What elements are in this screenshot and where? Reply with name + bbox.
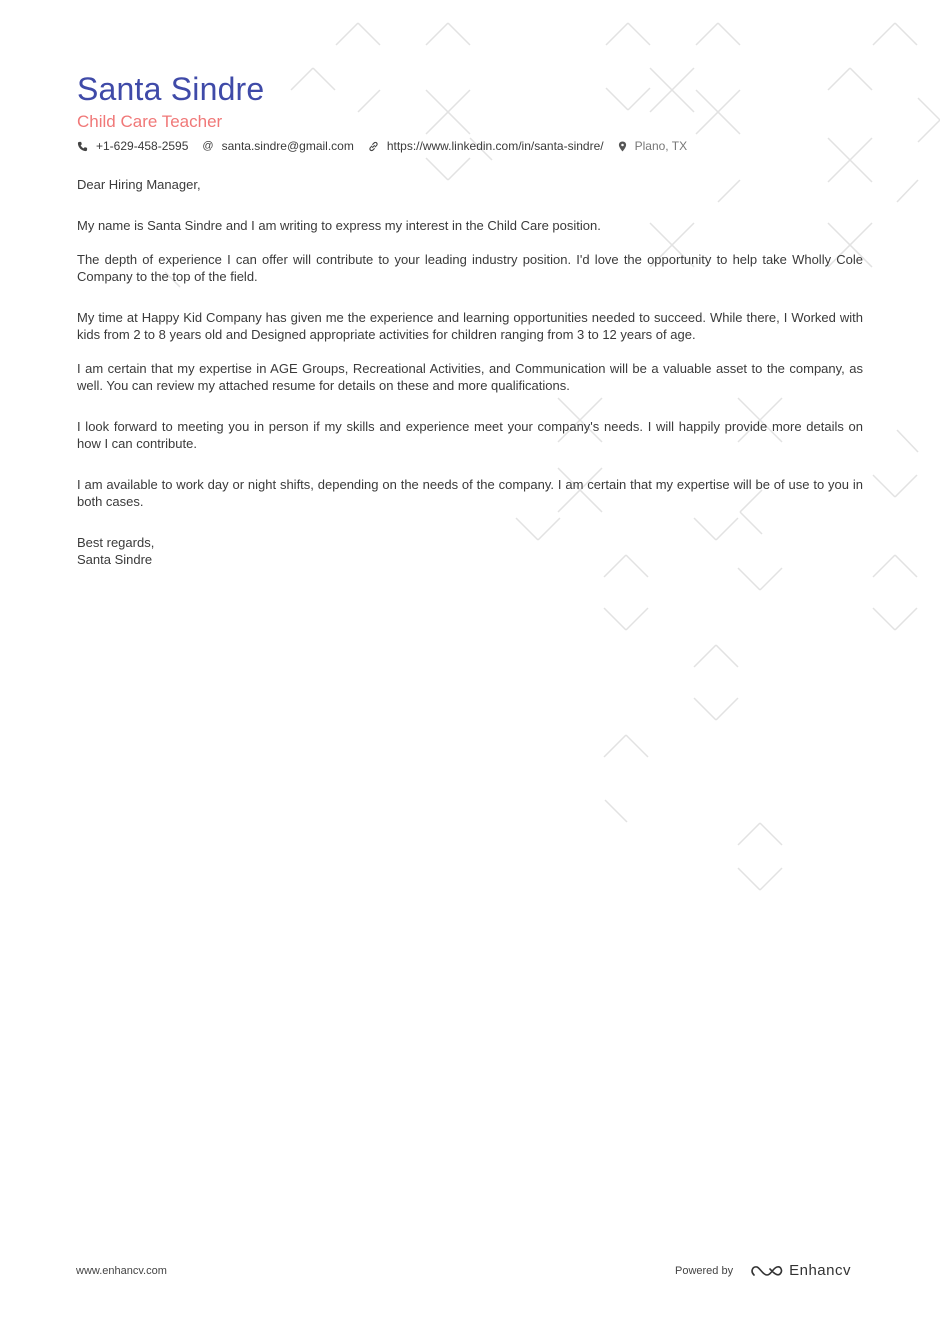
paragraph-3: My time at Happy Kid Company has given me the experience and learning opportunities needed to succeed. While there, I Worked with kids from 2 to 8 years old and Designed appropriate activities for children ranging from 3 to 12 years of age. bbox=[77, 310, 863, 342]
powered-by-label: Powered by bbox=[675, 1264, 734, 1277]
paragraph-2: The depth of experience I can offer will contribute to your leading industry position. I'd love the opportunity to help take Wholly Cole Company to the top of the field. bbox=[77, 252, 863, 284]
salutation: Dear Hiring Manager, bbox=[77, 177, 201, 192]
contact-phone[interactable] bbox=[77, 139, 188, 153]
paragraph-1: My name is Santa Sindre and I am writing to express my interest in the Child Care position. bbox=[77, 218, 601, 233]
footer-branding[interactable] bbox=[675, 1262, 851, 1279]
job-title: Child Care Teacher bbox=[77, 112, 223, 131]
contact-linkedin[interactable] bbox=[368, 139, 604, 153]
applicant-name: Santa Sindre bbox=[77, 71, 265, 107]
linkedin-text: https://www.linkedin.com/in/santa-sindre/ bbox=[386, 139, 604, 153]
enhancv-logo bbox=[751, 1262, 851, 1279]
location-pin-icon bbox=[618, 141, 627, 152]
contact-bar bbox=[77, 137, 701, 155]
phone-icon bbox=[77, 141, 88, 152]
contact-email[interactable] bbox=[202, 139, 353, 153]
email-text: santa.sindre@gmail.com bbox=[221, 139, 354, 153]
closing: Best regards, bbox=[77, 535, 155, 550]
signature: Santa Sindre bbox=[77, 552, 153, 567]
phone-text: +1-629-458-2595 bbox=[96, 139, 189, 153]
enhancv-logo-icon bbox=[751, 1263, 783, 1279]
location-text: Plano, TX bbox=[634, 139, 688, 153]
link-icon bbox=[368, 141, 379, 152]
letter-body bbox=[77, 176, 863, 568]
contact-location bbox=[618, 139, 687, 153]
paragraph-5: I look forward to meeting you in person if my skills and experience meet your company's needs. I will happily provide more details on how I can contribute. bbox=[77, 419, 863, 451]
paragraph-6: I am available to work day or night shifts, depending on the needs of the company. I am certain that my expertise will be of use to you in both cases. bbox=[77, 477, 863, 509]
brand-name: Enhancv bbox=[789, 1262, 851, 1279]
paragraph-4: I am certain that my expertise in AGE Groups, Recreational Activities, and Communication will be a valuable asset to the company, as well. You can review my attached resume for details on these and more qualifications. bbox=[77, 361, 863, 393]
at-icon: @ bbox=[202, 140, 214, 152]
footer-website[interactable]: www.enhancv.com bbox=[76, 1265, 167, 1277]
